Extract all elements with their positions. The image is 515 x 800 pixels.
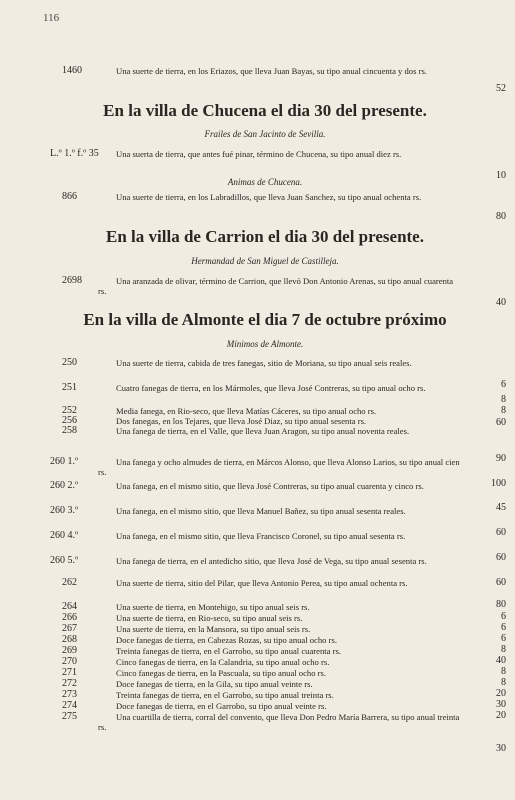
owner-subheading: Animas de Chucena. (227, 177, 303, 187)
lot-description: Una fanega y ocho almudes de tierra, en Márcos Alonso, que lleva Alonso Larios, su tipo anual cien rs. (98, 457, 460, 477)
lot-description: Una suerte de tierra, en los Labradillos, que lleva Juan Sanchez, su tipo anual ochenta rs. (116, 192, 422, 202)
lot-description: Una cuartilla de tierra, corral del convento, que lleva Don Pedro María Barrera, su tipo anual treinta rs. (98, 712, 460, 732)
lot-description: Una fanega de tierra, en el Valle, que lleva Juan Aragon, su tipo anual noventa reales. (116, 426, 410, 436)
lot-description: Una fanega, en el mismo sitio, que lleva José Contreras, su tipo anual cuarenta y cinco rs. (116, 481, 424, 491)
lot-description: Una suerte de tierra, en Rio-seco, su tipo anual seis rs. (116, 613, 303, 623)
lot-price: 20 (496, 710, 506, 721)
lot-price: 80 (496, 211, 506, 222)
lot-number: 264 (62, 601, 77, 612)
lot-number: 262 (62, 577, 77, 588)
lot-description: Una suerte de tierra, sitio del Pilar, que lleva Antonio Perea, su tipo anual ochenta rs. (116, 578, 408, 588)
lot-price: 60 (496, 417, 506, 428)
lot-price: 8 (501, 677, 506, 688)
lot-number: 260 3.º (50, 505, 79, 516)
lot-description: Dos fanegas, en los Tejares, que lleva José Diaz, su tipo anual sesenta rs. (116, 416, 367, 426)
lot-description: Una suerte de tierra, en la Mansora, su tipo anual seis rs. (116, 624, 311, 634)
lot-price: 8 (501, 405, 506, 416)
lot-price: 8 (501, 394, 506, 405)
lot-number: 273 (62, 689, 77, 700)
lot-price: 80 (496, 599, 506, 610)
lot-description: Doce fanegas de tierra, en el Garrobo, su tipo anual veinte rs. (116, 701, 327, 711)
section-heading: En la villa de Chucena el dia 30 del presente. (103, 101, 427, 120)
owner-subheading: Frailes de San Jacinto de Sevilla. (204, 129, 326, 139)
lot-number: 866 (62, 191, 77, 202)
lot-number: 270 (62, 656, 77, 667)
lot-number: 251 (62, 382, 77, 393)
owner-subheading: Mínimos de Almonte. (226, 339, 304, 349)
lot-number: 2698 (62, 275, 82, 286)
lot-price: 90 (496, 453, 506, 464)
lot-price: 45 (496, 502, 506, 513)
lot-price: 60 (496, 552, 506, 563)
lot-price: 60 (496, 527, 506, 538)
lot-price: 30 (496, 699, 506, 710)
lot-number: L.º 1.º f.º 35 (50, 148, 99, 159)
lot-number: 272 (62, 678, 77, 689)
lot-number: 260 1.º (50, 456, 79, 467)
lot-price: 10 (496, 170, 506, 181)
lot-price: 20 (496, 688, 506, 699)
lot-number: 260 4.º (50, 530, 79, 541)
owner-subheading: Hermandad de San Miguel de Castilleja. (191, 256, 339, 266)
lot-description: Una aranzada de olivar, término de Carrion, que llevó Don Antonio Arenas, su tipo anual cuarenta rs. (98, 276, 454, 296)
section-heading: En la villa de Almonte el dia 7 de octubre próximo (83, 310, 447, 329)
lot-description: Treinta fanegas de tierra, en el Garrobo, su tipo anual cuarenta rs. (116, 646, 341, 656)
lot-number: 275 (62, 711, 77, 722)
lot-description: Una suerta de tierra, que antes fué pinar, término de Chucena, su tipo anual diez rs. (116, 149, 402, 159)
lot-number: 250 (62, 357, 77, 368)
lot-price: 8 (501, 644, 506, 655)
lot-number: 267 (62, 623, 77, 634)
lot-price: 6 (501, 379, 506, 390)
lot-number: 256 (62, 415, 77, 426)
lot-number: 260 5.º (50, 555, 79, 566)
lot-description: Una suerte de tierra, en Montehigo, su tipo anual seis rs. (116, 602, 310, 612)
lot-description: Doce fanegas de tierra, en Cabezas Rozas, su tipo anual ocho rs. (116, 635, 337, 645)
lot-number: 1460 (62, 65, 82, 76)
lot-price: 6 (501, 633, 506, 644)
lot-description: Doce fanegas de tierra, en la Gila, su tipo anual veinte rs. (116, 679, 313, 689)
lot-price: 8 (501, 666, 506, 677)
lot-price: 6 (501, 611, 506, 622)
lot-price: 6 (501, 622, 506, 633)
lot-description: Una suerte de tierra, en los Eriazos, que lleva Juan Bayas, su tipo anual cincuenta y dos rs. (116, 66, 427, 76)
lot-description: Media fanega, en Rio-seco, que lleva Matías Cáceres, su tipo anual ocho rs. (116, 406, 377, 416)
lot-number: 266 (62, 612, 77, 623)
lot-price: 40 (496, 655, 506, 666)
lot-number: 258 (62, 425, 77, 436)
lot-description: Cinco fanegas de tierra, en la Calandria, su tipo anual ocho rs. (116, 657, 330, 667)
lot-description: Una suerte de tierra, cabida de tres fanegas, sitio de Moriana, su tipo anual seis reales. (116, 358, 412, 368)
lot-price: 52 (496, 83, 506, 94)
lot-description: Cuatro fanegas de tierra, en los Mármoles, que lleva José Contreras, su tipo anual ocho rs. (116, 383, 426, 393)
lot-number: 260 2.º (50, 480, 79, 491)
lot-price: 40 (496, 297, 506, 308)
section-heading: En la villa de Carrion el dia 30 del presente. (106, 227, 424, 246)
lot-description: Treinta fanegas de tierra, en el Garrobo, su tipo anual treinta rs. (116, 690, 334, 700)
lot-price: 60 (496, 577, 506, 588)
lot-description: Una fanega, en el mismo sitio, que lleva Manuel Bañez, su tipo anual sesenta reales. (116, 506, 406, 516)
lot-description: Una fanega, en el mismo sitio, que lleva Francisco Coronel, su tipo anual sesenta rs. (116, 531, 406, 541)
lot-number: 274 (62, 700, 77, 711)
page-number: 116 (43, 12, 60, 24)
lot-description: Una fanega de tierra, en el antedicho sitio, que lleva José de Vega, su tipo anual sesenta rs. (116, 556, 427, 566)
lot-number: 252 (62, 405, 77, 416)
lot-number: 268 (62, 634, 77, 645)
lot-description: Cinco fanegas de tierra, en la Pascuala, su tipo anual ocho rs. (116, 668, 326, 678)
lot-price: 100 (491, 478, 506, 489)
lot-price: 30 (496, 743, 506, 754)
lot-number: 269 (62, 645, 77, 656)
lot-number: 271 (62, 667, 77, 678)
